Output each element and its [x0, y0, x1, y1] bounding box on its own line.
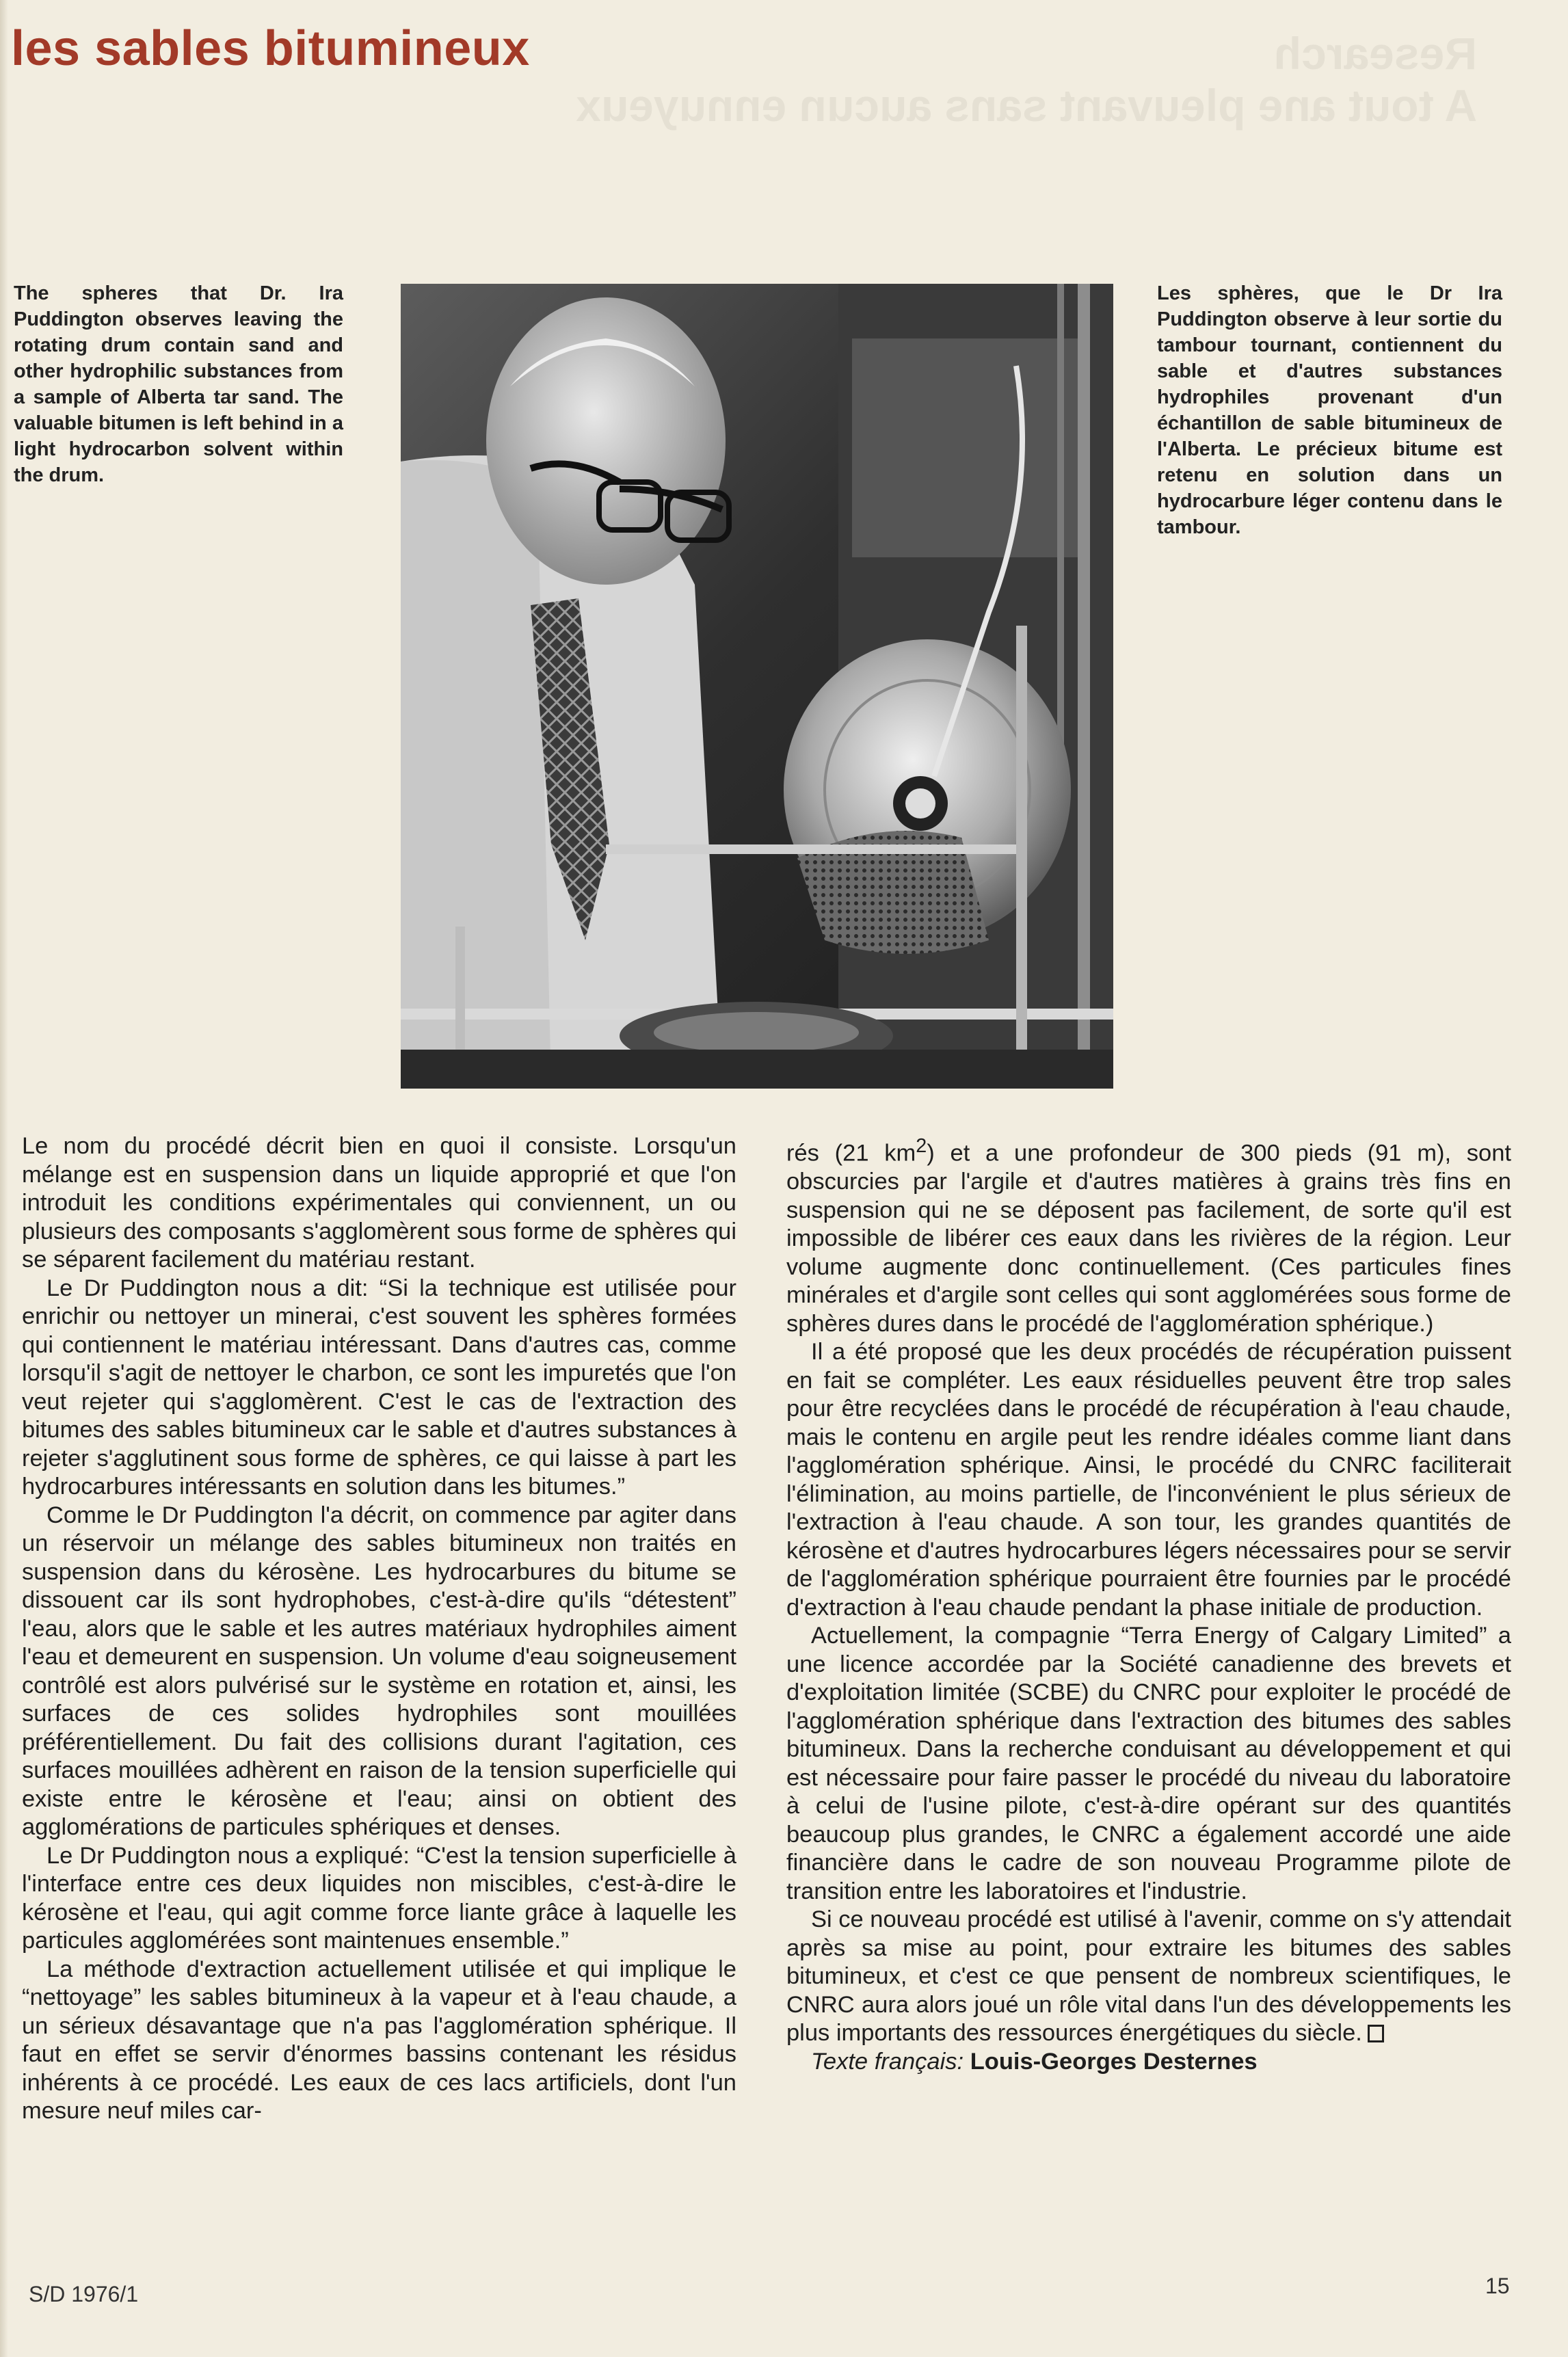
article-paragraph: Actuellement, la compagnie “Terra Energy of Calgary Limited” a une licence accordée par la Société canadienne des brevets et d'exploitation limitée (SCBE) du CNRC pour exploiter le procédé de l'agglomération sphérique dans l'extraction des bitumes des sables bitumineux. Dans la recherche conduisant au développement et qui est nécessaire pour faire passer le procédé du niveau du laboratoire à celui de l'usine pilote, c'est-à-dire opérant sur des quantités beaucoup plus grandes, le CNRC a également accordé une aide financière dans le cadre de son nouveau Programme pilote de transition entre les laboratoires et l'industrie. [786, 1623, 1511, 1904]
show-through-text [576, 27, 1477, 205]
page-gutter [0, 0, 8, 2357]
issue-label: S/D 1976/1 [29, 2282, 139, 2306]
article-left-column [22, 1132, 736, 2126]
credit-label: Texte français: [811, 2048, 964, 2075]
article-paragraph: Le Dr Puddington nous a dit: “Si la technique est utilisée pour enrichir ou nettoyer un minerai, c'est souvent les sphères formées qui contiennent le matériau intéressant. Dans d'autres cas, comme lorsqu'il s'agit de nettoyer le charbon, ce sont les impuretés que l'on veut rejeter qui s'agglomèrent. C'est le cas de l'extraction des bitumes des sables bitumineux car le sable et d'autres substances à rejeter s'agglutinent sous forme de sphères, ce qui laisse à part les hydrocarbures intéressants en solution dans les bitumes.” [22, 1275, 736, 1500]
article-paragraph: Comme le Dr Puddington l'a décrit, on commence par agiter dans un réservoir un mélange des sables bitumineux non traités en suspension dans du kérosène. Les hydrocarbures du bitume se dissouent car ils sont hydrophobes, c'est-à-dire qu'ils “détestent” l'eau, alors que le sable et les autres matériaux hydrophiles aiment l'eau et demeurent en suspension. Un volume d'eau soigneusement contrôlé est alors pulvérisé sur le système en rotation et, ainsi, les surfaces de ces solides hydrophiles sont mouillées préférentiellement. Du fait des collisions durant l'agitation, ces surfaces mouillées adhèrent en raison de la tension superficielle qui existe entre le kérosène et l'eau; ainsi on obtient des agglomérations de particules sphériques et denses. [22, 1502, 736, 1840]
page-number: 15 [1485, 2274, 1510, 2298]
section-title: les sables bitumineux [11, 21, 530, 76]
photo-caption-french: Les sphères, que le Dr Ira Puddington observe à leur sortie du tambour tournant, contiennent du sable et d'autres substances hydrophiles provenant d'un échantillon de sable bitumineux de l'Alberta. Le précieux bitume est retenu en solution dans un hydrocarbure léger contenu dans le tambour. [1157, 282, 1502, 538]
article-paragraph: Le Dr Puddington nous a expliqué: “C'est la tension superficielle à l'interface entre ces deux liquides non miscibles, c'est-à-dire le kérosène et l'eau, qui agit comme force liante grâce à laquelle les particules agglomérées sont maintenues ensemble.” [22, 1842, 736, 1954]
article-right-column [786, 1132, 1511, 2076]
article-paragraph: Le nom du procédé décrit bien en quoi il consiste. Lorsqu'un mélange est en suspension dans un liquide approprié et que l'on introduit les conditions expérimentales qui conviennent, un ou plusieurs des composants s'agglomèrent sous forme de sphères qui se séparent facilement du matériau restant. [22, 1133, 736, 1273]
end-of-article-mark [1368, 2025, 1384, 2042]
show-through-line: Research [1273, 28, 1477, 79]
paragraph-text: rés (21 km [786, 1140, 916, 1167]
photo-researcher-with-drum [401, 284, 1113, 1089]
superscript: 2 [916, 1135, 927, 1157]
article-paragraph: Il a été proposé que les deux procédés de récupération puissent en fait se compléter. Les eaux résiduelles peuvent être trop sales pour être recyclées dans le procédé de récupération à l'eau chaude, mais le contenu en argile peut les rendre idéales comme liant dans l'agglomération sphérique. Ainsi, le procédé du CNRC faciliterait l'élimination, au moins partielle, de l'inconvénient le plus sérieux de l'extraction à l'eau chaude. A son tour, les grandes quantités de kérosène et d'autres hydrocarbures légers nécessaires pour se servir de l'agglomération sphérique pourraient être fournies par le procédé d'extraction à l'eau chaude pendant la phase initiale de production. [786, 1339, 1511, 1621]
paragraph-text: ) et a une profondeur de 300 pieds (91 m), sont obscurcies par l'argile et d'autres matières à grains très fins en suspension qui ne se déposent pas facilement, de sorte qu'il est impossible de libérer ces eaux dans les rivières de la région. Leur volume augmente donc continuellement. (Ces particules fines minérales et d'argile sont celles qui sont agglomérées sous forme de sphères dures dans le procédé de l'agglomération sphérique.) [786, 1140, 1511, 1337]
photo-caption-english: The spheres that Dr. Ira Puddington observes leaving the rotating drum contain sand and other hydrophilic substances from a sample of Alberta tar sand. The valuable bitumen is left behind in a light hydrocarbon solvent within the drum. [14, 282, 343, 486]
article-paragraph [786, 1906, 1511, 2048]
article-paragraph: La méthode d'extraction actuellement utilisée et qui implique le “nettoyage” les sables bitumineux à la vapeur et à l'eau chaude, a un sérieux désavantage que n'a pas l'agglomération sphérique. Il faut en effet se servir d'énormes bassins contenant les résidus inhérents à ce procédé. Les eaux de ces lacs artificiels, dont l'un mesure neuf miles car- [22, 1956, 736, 2124]
article-paragraph [786, 1132, 1511, 1338]
translation-credit [786, 2048, 1511, 2077]
credit-name: Louis-Georges Desternes [970, 2048, 1258, 2075]
paragraph-text: Si ce nouveau procédé est utilisé à l'avenir, comme on s'y attendait après sa mise au point, pour extraire les bitumes des sables bitumineux, et c'est ce que pensent de nombreux scientifiques, le CNRC aura alors joué un rôle vital dans l'un des développements les plus importants des ressources énergétiques du siècle. [786, 1906, 1511, 2046]
show-through-line: A tout ane pleuvant sans aucun ennuyeux [576, 80, 1477, 131]
